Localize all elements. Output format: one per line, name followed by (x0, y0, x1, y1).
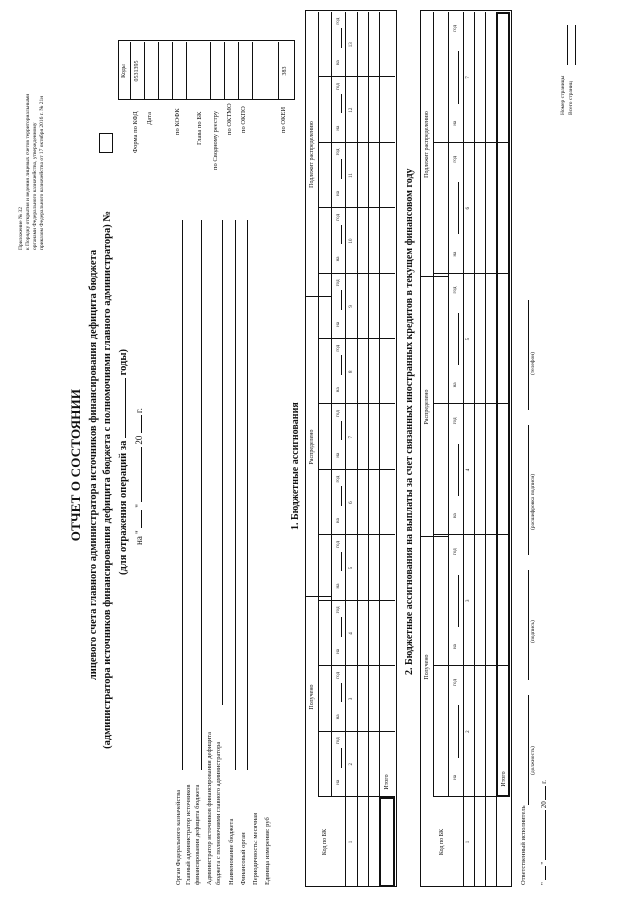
s1-col-blank (341, 159, 342, 179)
s2-header-line (433, 12, 434, 797)
okud-label: Форма по КФД (132, 111, 139, 153)
s1-col-number: 5 (348, 566, 354, 570)
decoding-caption: (расшифровка подписи) (530, 473, 536, 530)
s2-total-label: Итого (501, 771, 507, 787)
appendix-line-4: приказом Федерального казначейства от 17 октября 2016 г. № 21н (39, 95, 45, 250)
section-2-title: 2. Бюджетные ассигнования на выплаты за счет связанных иностранных кредитов в текущем финансовом году (404, 168, 415, 675)
s1-col-god: год (335, 214, 341, 221)
label-adm-2: бюджета с полномочиями главного администратора (215, 741, 222, 885)
codes-row-line (238, 42, 239, 100)
report-subtitle-2: (администратора источников финансирования дефицита бюджета с полномочиями главного администратора) № (102, 211, 113, 749)
s2-col-number: 6 (466, 207, 471, 210)
signature-line[interactable] (528, 570, 529, 680)
s1-col-god: год (335, 148, 341, 156)
report-title: ОТЧЕТ О СОСТОЯНИИ (68, 388, 83, 542)
s1-header-line (357, 12, 358, 887)
report-subtitle-1: лицевого счета главного администратора источников финансирования дефицита бюджета (88, 249, 99, 681)
account-number-box[interactable] (99, 133, 113, 153)
s2-col-na: на (453, 644, 458, 649)
s1-col-god: год (335, 410, 341, 418)
report-subtitle-3 (118, 349, 129, 575)
footer-date-quote-close: " (540, 861, 548, 865)
s2-col-number: 3 (466, 599, 471, 603)
s1-col-blank (341, 552, 342, 572)
label-fin-organ: Финансовый орган (240, 832, 247, 885)
s2-col-code-header: Код по БК (438, 828, 445, 856)
s2-col-number: 2 (466, 730, 471, 733)
s2-col-god: год (453, 548, 458, 556)
codes-row-line (158, 42, 159, 100)
footer-date-20: 20 (540, 801, 548, 809)
s2-col-na: на (453, 382, 458, 388)
report-date-line (134, 408, 144, 545)
okud-value-cell (130, 42, 145, 100)
report-day-blank[interactable] (141, 510, 142, 528)
s1-col-na: на (335, 452, 341, 458)
s1-group-line (305, 296, 331, 297)
s2-col-na: на (453, 251, 458, 257)
report-month-blank[interactable] (141, 447, 142, 502)
codes-header: Коды (118, 42, 131, 100)
s1-col-number: 6 (348, 501, 354, 504)
s1-header-line (379, 12, 380, 887)
okpo-label: по ОКПО (240, 106, 247, 133)
s1-group-received: Получено (308, 684, 315, 710)
s2-col-number: 4 (466, 468, 471, 472)
decoding-line[interactable] (528, 425, 529, 555)
s2-total-box (496, 12, 510, 797)
s1-col-god: год (335, 475, 341, 483)
s1-col-number: 2 (348, 763, 354, 766)
date-g: г. (134, 408, 144, 414)
phone-caption: (телефон) (530, 351, 536, 375)
label-adm-1: Администратор источников финансирования дефицита (206, 732, 213, 885)
page-number-line[interactable] (567, 25, 568, 65)
s1-header-line (368, 12, 369, 887)
s1-col-number: 13 (348, 42, 354, 48)
okei-label: по ОКЕИ (280, 106, 287, 133)
s1-col-god: год (335, 344, 341, 352)
s1-col-god: год (335, 541, 341, 548)
s2-header-line (474, 12, 475, 887)
s1-col-number: 8 (348, 370, 354, 374)
footer-date-quote-open: " (540, 882, 548, 885)
s1-col-god: год (335, 671, 341, 679)
s1-col-number: 10 (348, 238, 354, 244)
s1-total-label: Итого (384, 774, 390, 790)
s2-group-distributed: Распределено (423, 389, 430, 425)
s1-col-code-header: Код по БК (322, 828, 328, 856)
s1-col-blank (341, 355, 342, 375)
svodreestr-label: по Сводному реестру (212, 110, 219, 170)
s2-header-line (485, 12, 486, 887)
s1-total-box (379, 797, 395, 887)
s2-col-na: на (453, 120, 458, 126)
s1-col-blank (341, 486, 342, 506)
s2-col-god: год (453, 286, 458, 294)
s2-col-na: на (453, 774, 458, 780)
s1-group-to-distribute: Подлежит распределению (308, 121, 315, 188)
s1-col-na: на (335, 649, 341, 654)
s1-col-god: год (335, 279, 341, 287)
page-number-label: Номер страницы (560, 75, 566, 115)
position-caption: (должность) (530, 746, 536, 775)
s1-col-na: на (335, 321, 341, 327)
s1-col-number: 9 (348, 305, 354, 308)
s1-col-blank (341, 28, 342, 48)
label-glav-adm-2: финансирования дефицита бюджета (194, 784, 201, 885)
s1-col-na: на (335, 583, 341, 589)
s1-col-blank (341, 617, 342, 637)
date-quote-open: на " (134, 530, 144, 545)
s1-col-na: на (335, 714, 341, 720)
s1-col-number: 4 (348, 632, 354, 635)
oktmo-label: по ОКТМО (226, 103, 233, 135)
s2-col-blank (458, 313, 459, 365)
s1-col-god: год (335, 606, 341, 614)
adm-fill-line[interactable] (222, 220, 223, 705)
s2-col-god: год (453, 417, 458, 425)
codes-row-line (210, 42, 211, 100)
years-blank[interactable] (125, 378, 126, 438)
s2-col-god: год (453, 155, 458, 163)
footer-date-g: г. (540, 779, 548, 784)
s1-header-line (318, 12, 319, 797)
pages-total-label: Всего страниц (568, 81, 574, 115)
label-glav-adm-1: Главный администратор источников (185, 784, 192, 885)
section-1-title: 1. Бюджетные ассигнования (290, 402, 301, 530)
phone-line[interactable] (528, 300, 529, 410)
s2-group-line (420, 536, 448, 537)
appendix-note (18, 10, 46, 250)
s1-group-line (305, 596, 331, 597)
s2-col-number: 1 (466, 840, 471, 844)
pages-total-line[interactable] (575, 25, 576, 65)
s1-col-number: 11 (348, 173, 354, 178)
okud-value: 0531395 (134, 60, 140, 82)
s2-col-number: 5 (466, 337, 471, 341)
codes-row-line (252, 42, 253, 100)
label-organ: Орган Федерального казначейства (175, 789, 182, 885)
s1-col-na: на (335, 60, 341, 66)
codes-row-line (186, 42, 187, 100)
s1-col-blank (341, 94, 342, 114)
subtitle-3-year: годы) (118, 348, 129, 376)
s1-col-blank (341, 683, 342, 703)
budget-fill-line[interactable] (235, 220, 236, 770)
s2-col-blank (458, 51, 459, 103)
glava-label: Глава по БК (196, 111, 203, 145)
s1-col-number: 1 (348, 840, 354, 844)
s1-col-na: на (335, 387, 341, 393)
s1-col-na: на (335, 191, 341, 196)
s1-col-blank (341, 421, 342, 441)
s1-col-number: 12 (348, 107, 354, 113)
s2-col-blank (458, 575, 459, 627)
s2-col-blank (458, 444, 459, 496)
s1-col-god: год (335, 83, 341, 90)
label-unit: Единица измерения: руб (264, 817, 271, 885)
s1-col-god: год (335, 737, 341, 745)
okei-value: 383 (282, 66, 288, 76)
position-line[interactable] (528, 695, 529, 805)
appendix-line-3: органами Федерального казначейства, утвержденному (32, 122, 38, 250)
date-20: 20 (134, 435, 144, 445)
codes-row-line (224, 42, 225, 100)
footer-date-line (540, 780, 548, 885)
s1-col-na: на (335, 256, 341, 262)
s1-col-na: на (335, 518, 341, 524)
footer-day-blank[interactable] (545, 866, 546, 880)
s1-col-number: 7 (348, 435, 354, 439)
s1-col-blank (341, 748, 342, 768)
signature-caption: (подпись) (530, 620, 536, 643)
report-year-blank[interactable] (141, 415, 142, 433)
label-period: Периодичность: месячная (252, 812, 259, 885)
s2-col-blank (458, 705, 459, 757)
organ-fill-line[interactable] (182, 220, 183, 770)
s2-col-god: год (453, 24, 458, 32)
label-budget: Наименование бюджета (228, 818, 235, 885)
s2-col-na: на (453, 513, 458, 519)
s2-col-number: 7 (466, 76, 471, 79)
s2-col-god: год (453, 679, 458, 686)
appendix-line-2: к Порядку открытия и ведения лицевых счетов территориальными (25, 93, 31, 250)
footer-month-blank[interactable] (545, 810, 546, 860)
s1-col-blank (341, 290, 342, 310)
date-label: Дата (146, 112, 153, 125)
s1-col-number: 3 (348, 697, 354, 701)
s1-col-na: на (335, 125, 341, 131)
s1-group-distributed: Распределено (308, 429, 315, 465)
s2-group-line (420, 276, 448, 277)
glav-adm-fill-line[interactable] (201, 220, 202, 770)
s2-group-received: Получено (423, 654, 430, 680)
kofk-label: по КОФК (174, 108, 181, 135)
footer-year-blank[interactable] (545, 786, 546, 800)
s2-group-to-distribute: Подлежит распределению (423, 111, 430, 178)
appendix-line-1: Приложение № 32 (18, 206, 24, 250)
s1-col-blank (341, 225, 342, 245)
date-quote-close: " (134, 504, 144, 508)
subtitle-3-text: (для отражения операций за (118, 440, 129, 575)
s2-col-blank (458, 182, 459, 234)
codes-row-line (172, 42, 173, 100)
s1-col-god: год (335, 17, 341, 25)
fin-organ-fill-line[interactable] (247, 220, 248, 770)
s1-col-na: на (335, 779, 341, 785)
responsible-label: Ответственный исполнитель (520, 805, 527, 885)
